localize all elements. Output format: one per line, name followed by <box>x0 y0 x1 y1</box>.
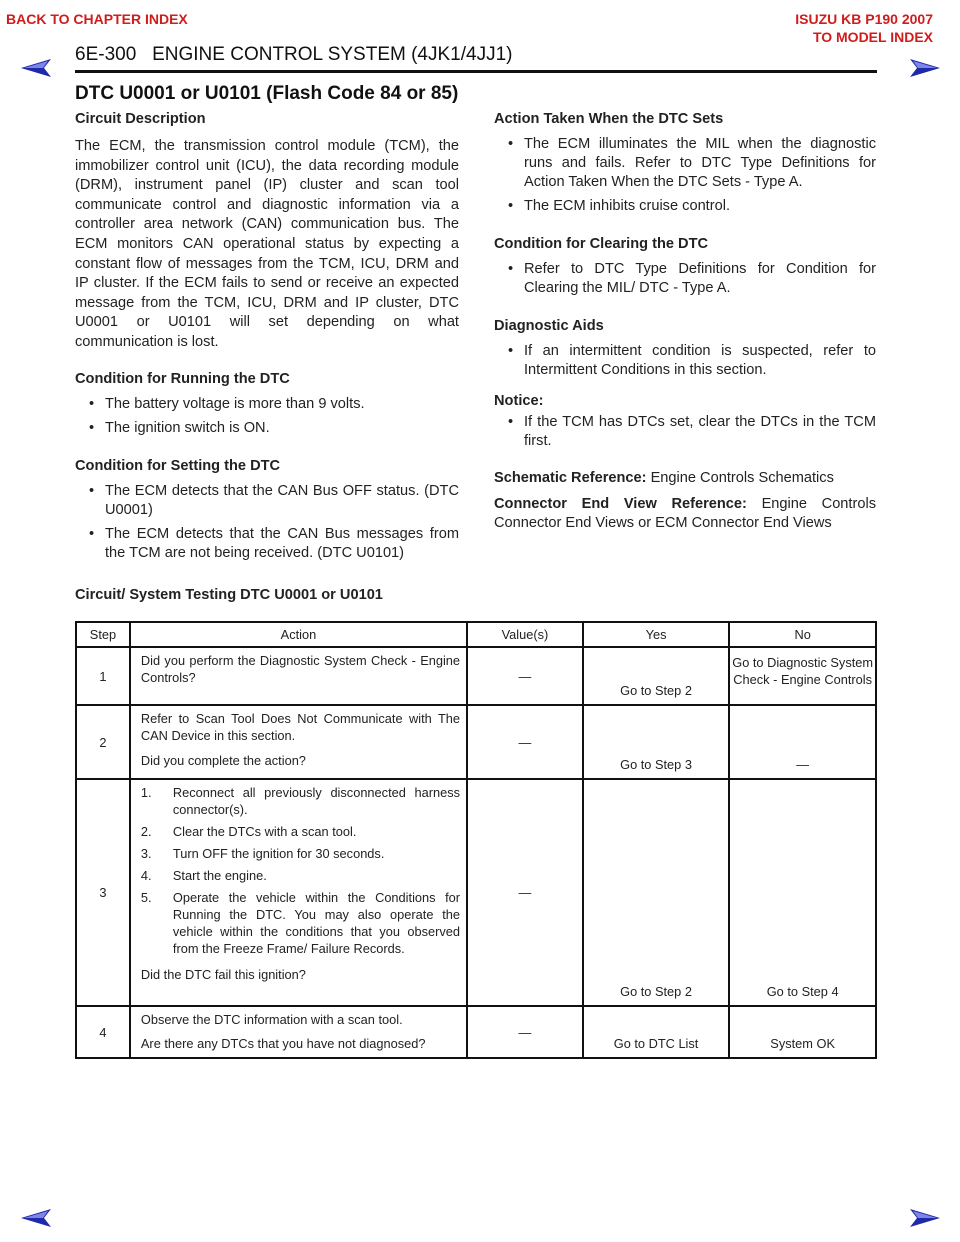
list-item: • The ECM inhibits cruise control. <box>508 198 731 214</box>
step-action: Observe the DTC information with a scan tool. Are there any DTCs that you have not diagnosed? <box>130 1006 467 1058</box>
list-item: 1. Reconnect all previously disconnected harness connector(s). <box>140 785 461 817</box>
column-header: No <box>729 622 876 647</box>
list-item: 4. Start the engine. <box>140 868 267 883</box>
arrow-right-icon[interactable] <box>908 1208 942 1228</box>
list-item: • The ECM detects that the CAN Bus messages from the TCM are not being received. (DTC U0101) <box>89 525 459 561</box>
step-action: Refer to Scan Tool Does Not Communicate with The CAN Device in this section. Did you complete the action? <box>130 705 467 779</box>
list-item: 2. Clear the DTCs with a scan tool. <box>140 824 357 839</box>
step-yes: Go to Step 3 <box>583 705 730 779</box>
list-item: • The ECM detects that the CAN Bus OFF status. (DTC U0001) <box>89 482 459 518</box>
list-item: 5. Operate the vehicle within the Conditions for Running the DTC. You may also operate the vehicle within the conditions that you observed from the Freeze Frame/ Failure Records. <box>140 890 461 956</box>
column-header: Action <box>130 622 467 647</box>
right-column <box>494 110 876 534</box>
column-header: Step <box>76 622 130 647</box>
step-action: 1. Reconnect all previously disconnected harness connector(s). 2. Clear the DTCs with a scan tool. 3. Turn OFF the ignition for 30 seconds. 4. Start the engine. 5. Operate the vehicle within the Conditions for Running the DTC. You may also operate the vehicle within the conditions that you observed from the Freeze Frame/ Failure Records. Did the DTC fail this ignition? <box>130 779 467 1006</box>
step-action: Did you perform the Diagnostic System Check - Engine Controls? <box>130 647 467 705</box>
circuit-description-text: The ECM, the transmission control module (TCM), the immobilizer control unit (ICU), the data recording module (DRM), instrument panel (IP) cluster and scan tool communicate control and diagnostic information via a controller area network (CAN) communication bus. The ECM monitors CAN operational status by expecting a constant flow of messages from the TCM, ICU, DRM and IP cluster. If the ECM fails to send or receive an expected message from the TCM, ICU, DRM and IP cluster, DTC U0001 or U0101 will set depending on what communication is lost. <box>75 138 459 350</box>
diagnostic-aids-heading: Diagnostic Aids <box>494 318 604 334</box>
step-yes: Go to Step 2 <box>583 647 730 705</box>
list-item: • The ignition switch is ON. <box>89 419 270 436</box>
model-name-link[interactable]: ISUZU KB P190 2007 <box>795 11 933 27</box>
table-row <box>76 705 876 779</box>
table-row <box>76 647 876 705</box>
connector-reference: Connector End View Reference: Engine Controls Connector End Views or ECM Connector End Views <box>494 495 876 532</box>
running-heading: Condition for Running the DTC <box>75 370 290 387</box>
step-no: Go to Step 4 <box>729 779 876 1006</box>
table-header-row <box>76 622 876 647</box>
column-header: Yes <box>583 622 730 647</box>
schematic-reference: Schematic Reference: Engine Controls Schematics <box>494 470 834 486</box>
step-number: 1 <box>76 647 130 705</box>
action-taken-heading: Action Taken When the DTC Sets <box>494 111 724 127</box>
circuit-description-heading: Circuit Description <box>75 111 206 127</box>
to-model-index-link[interactable]: TO MODEL INDEX <box>812 29 933 45</box>
step-value: — <box>467 779 583 1006</box>
page-header-title: 6E-300 ENGINE CONTROL SYSTEM (4JK1/4JJ1) <box>75 44 513 65</box>
list-item: • The battery voltage is more than 9 volts. <box>89 395 365 412</box>
step-number: 4 <box>76 1006 130 1058</box>
back-to-chapter-index-link[interactable]: BACK TO CHAPTER INDEX <box>6 11 188 27</box>
clearing-heading: Condition for Clearing the DTC <box>494 236 709 252</box>
step-number: 3 <box>76 779 130 1006</box>
step-number: 2 <box>76 705 130 779</box>
arrow-right-icon[interactable] <box>908 58 942 78</box>
page-title: DTC U0001 or U0101 (Flash Code 84 or 85) <box>75 83 459 104</box>
step-no: Go to Diagnostic System Check - Engine Controls <box>729 647 876 705</box>
list-item: • The ECM illuminates the MIL when the diagnostic runs and fails. Refer to DTC Type Definitions for Action Taken When the DTC Sets - Type A. <box>508 136 876 190</box>
left-column <box>75 110 459 563</box>
list-item: • If an intermittent condition is suspected, refer to Intermittent Conditions in this section. <box>508 343 876 378</box>
table-row <box>76 1006 876 1058</box>
list-item: • If the TCM has DTCs set, clear the DTCs in the TCM first. <box>508 414 876 449</box>
step-value: — <box>467 647 583 705</box>
arrow-left-icon[interactable] <box>19 58 53 78</box>
column-header: Value(s) <box>467 622 583 647</box>
list-item: • Refer to DTC Type Definitions for Condition for Clearing the MIL/ DTC - Type A. <box>508 261 876 296</box>
setting-heading: Condition for Setting the DTC <box>75 457 281 474</box>
diagnostic-table <box>75 621 877 1059</box>
table-heading: Circuit/ System Testing DTC U0001 or U0101 <box>75 587 383 603</box>
step-no: System OK <box>729 1006 876 1058</box>
step-value: — <box>467 1006 583 1058</box>
header-rule <box>75 70 877 73</box>
table-row <box>76 779 876 1006</box>
arrow-left-icon[interactable] <box>19 1208 53 1228</box>
step-yes: Go to DTC List <box>583 1006 730 1058</box>
step-no: — <box>729 705 876 779</box>
step-value: — <box>467 705 583 779</box>
notice-heading: Notice: <box>494 393 544 409</box>
list-item: 3. Turn OFF the ignition for 30 seconds. <box>140 846 385 861</box>
step-yes: Go to Step 2 <box>583 779 730 1006</box>
